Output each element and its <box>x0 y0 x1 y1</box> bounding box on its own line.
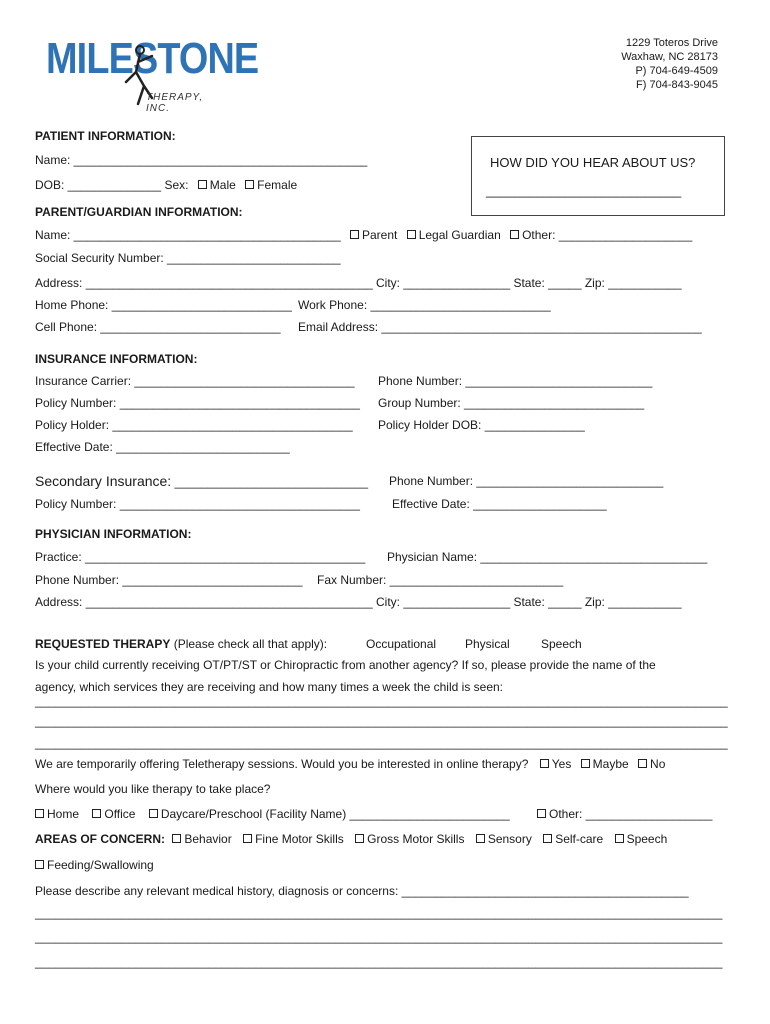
location-row <box>35 807 510 821</box>
secondary-effective-date-field[interactable]: Effective Date: ____________________ <box>392 497 607 511</box>
male-checkbox[interactable] <box>198 180 207 189</box>
speech-checkbox[interactable] <box>615 834 624 843</box>
self-care-checkbox[interactable] <box>543 834 552 843</box>
guardian-address-field[interactable]: Address: ___________________________________________ City: ________________ State: _____ Zip: ___________ <box>35 276 682 290</box>
office-label: Office <box>104 807 136 821</box>
feeding-checkbox[interactable] <box>35 860 44 869</box>
location-question: Where would you like therapy to take place? <box>35 782 271 796</box>
guardian-heading: PARENT/GUARDIAN INFORMATION: <box>35 205 243 219</box>
answer-line[interactable]: ________________________________________________________________________________________________________ <box>35 694 728 708</box>
therapy-option-physical[interactable]: Physical <box>465 637 510 651</box>
legal-guardian-checkbox[interactable] <box>407 230 416 239</box>
insurance-carrier-field[interactable]: Insurance Carrier: _________________________________ <box>35 374 355 388</box>
yes-checkbox[interactable] <box>540 759 549 768</box>
email-field[interactable]: Email Address: ________________________________________________ <box>298 320 702 334</box>
no-label: No <box>650 757 666 771</box>
daycare-checkbox[interactable] <box>149 809 158 818</box>
no-checkbox[interactable] <box>638 759 647 768</box>
logo-subtitle: THERAPY, INC. <box>146 92 204 114</box>
sensory-label: Sensory <box>487 832 532 846</box>
teletherapy-row <box>35 757 665 771</box>
other-agency-question: Is your child currently receiving OT/PT/ST or Chiropractic from another agency? If so, please provide the name of the <box>35 658 656 672</box>
effective-date-field[interactable]: Effective Date: __________________________ <box>35 440 290 454</box>
company-address <box>621 36 718 92</box>
phone-line: P) 704-649-4509 <box>635 65 718 77</box>
secondary-insurance-label: Secondary Insurance: <box>35 473 172 489</box>
medical-history-line[interactable]: _______________________________________________________________________________________________________ <box>35 906 723 920</box>
fine-motor-label: Fine Motor Skills <box>255 832 344 846</box>
address-line: Waxhaw, NC 28173 <box>621 51 718 63</box>
guardian-name-field[interactable]: Name: ________________________________________ <box>35 228 341 242</box>
ssn-field[interactable]: Social Security Number: __________________________ <box>35 251 341 265</box>
insurance-phone-field[interactable]: Phone Number: ____________________________ <box>378 374 653 388</box>
other-checkbox[interactable] <box>510 230 519 239</box>
address-line: 1229 Toteros Drive <box>625 37 718 49</box>
patient-dob-sex-row <box>35 178 297 192</box>
female-checkbox[interactable] <box>245 180 254 189</box>
daycare-field[interactable]: Daycare/Preschool (Facility Name) ________________________ <box>160 807 510 821</box>
patient-name-field[interactable]: Name: ____________________________________________ <box>35 153 368 167</box>
referral-field[interactable]: ___________________________ <box>486 183 682 198</box>
location-other-checkbox[interactable] <box>537 809 546 818</box>
medical-history-field[interactable]: Please describe any relevant medical history, diagnosis or concerns: ___________________________________________ <box>35 884 689 898</box>
secondary-insurance-row <box>35 473 368 489</box>
answer-line[interactable]: ________________________________________________________________________________________________________ <box>35 736 728 750</box>
secondary-insurance-field[interactable]: _____________________________ <box>174 475 369 489</box>
sensory-checkbox[interactable] <box>476 834 485 843</box>
physician-phone-field[interactable]: Phone Number: ___________________________ <box>35 573 303 587</box>
fax-line: F) 704-843-9045 <box>636 79 718 91</box>
parent-label: Parent <box>361 228 398 242</box>
gross-motor-checkbox[interactable] <box>355 834 364 843</box>
group-number-field[interactable]: Group Number: ___________________________ <box>378 396 645 410</box>
feeding-label: Feeding/Swallowing <box>47 858 154 872</box>
teletherapy-question: We are temporarily offering Teletherapy sessions. Would you be interested in online therapy? <box>35 757 529 771</box>
other-agency-question-cont: agency, which services they are receiving and how many times a week the child is seen: <box>35 680 504 694</box>
yes-label: Yes <box>551 757 572 771</box>
cell-phone-field[interactable]: Cell Phone: ___________________________ <box>35 320 281 334</box>
company-logo <box>46 34 259 114</box>
therapy-option-occupational[interactable]: Occupational <box>366 637 437 651</box>
concern-heading: AREAS OF CONCERN: <box>35 832 166 846</box>
gross-motor-label: Gross Motor Skills <box>367 832 465 846</box>
practice-field[interactable]: Practice: __________________________________________ <box>35 550 366 564</box>
self-care-label: Self-care <box>555 832 604 846</box>
other-field[interactable]: Other: ____________________ <box>522 228 693 242</box>
therapy-option-speech[interactable]: Speech <box>541 637 582 651</box>
answer-line[interactable]: ________________________________________________________________________________________________________ <box>35 714 728 728</box>
insurance-heading: INSURANCE INFORMATION: <box>35 352 198 366</box>
concern-row <box>35 832 667 846</box>
home-phone-field[interactable]: Home Phone: ___________________________ <box>35 298 292 312</box>
male-label: Male <box>209 178 236 192</box>
office-checkbox[interactable] <box>92 809 101 818</box>
secondary-phone-field[interactable]: Phone Number: ____________________________ <box>389 474 664 488</box>
behavior-checkbox[interactable] <box>172 834 181 843</box>
legal-guardian-label: Legal Guardian <box>418 228 501 242</box>
fine-motor-checkbox[interactable] <box>243 834 252 843</box>
referral-title: HOW DID YOU HEAR ABOUT US? <box>490 155 696 170</box>
maybe-label: Maybe <box>592 757 629 771</box>
policy-holder-field[interactable]: Policy Holder: ____________________________________ <box>35 418 353 432</box>
requested-therapy-note: (Please check all that apply): <box>173 637 328 651</box>
logo-wordmark: MILESTONE <box>46 34 259 83</box>
medical-history-line[interactable]: _______________________________________________________________________________________________________ <box>35 930 723 944</box>
location-other-field[interactable]: Other: ___________________ <box>549 807 713 821</box>
medical-history-line[interactable]: _______________________________________________________________________________________________________ <box>35 955 723 969</box>
speech-label: Speech <box>626 832 668 846</box>
parent-checkbox[interactable] <box>350 230 359 239</box>
maybe-checkbox[interactable] <box>581 759 590 768</box>
home-label: Home <box>47 807 80 821</box>
feeding-row <box>35 858 154 872</box>
physician-fax-field[interactable]: Fax Number: __________________________ <box>317 573 564 587</box>
physician-heading: PHYSICIAN INFORMATION: <box>35 527 192 541</box>
secondary-policy-number-field[interactable]: Policy Number: ____________________________________ <box>35 497 360 511</box>
physician-address-field[interactable]: Address: ___________________________________________ City: ________________ State: _____ Zip: ___________ <box>35 595 682 609</box>
policy-holder-dob-field[interactable]: Policy Holder DOB: _______________ <box>378 418 585 432</box>
policy-number-field[interactable]: Policy Number: ____________________________________ <box>35 396 360 410</box>
referral-box <box>471 136 725 216</box>
patient-dob-field[interactable]: DOB: ______________ Sex: <box>35 178 189 192</box>
work-phone-field[interactable]: Work Phone: ___________________________ <box>298 298 551 312</box>
physician-name-field[interactable]: Physician Name: __________________________________ <box>387 550 708 564</box>
requested-therapy-row <box>35 637 327 651</box>
requested-therapy-heading: REQUESTED THERAPY <box>35 637 171 651</box>
home-checkbox[interactable] <box>35 809 44 818</box>
location-other-row <box>537 807 712 821</box>
female-label: Female <box>257 178 298 192</box>
patient-heading: PATIENT INFORMATION: <box>35 129 176 143</box>
guardian-name-row <box>35 228 692 242</box>
behavior-label: Behavior <box>184 832 232 846</box>
